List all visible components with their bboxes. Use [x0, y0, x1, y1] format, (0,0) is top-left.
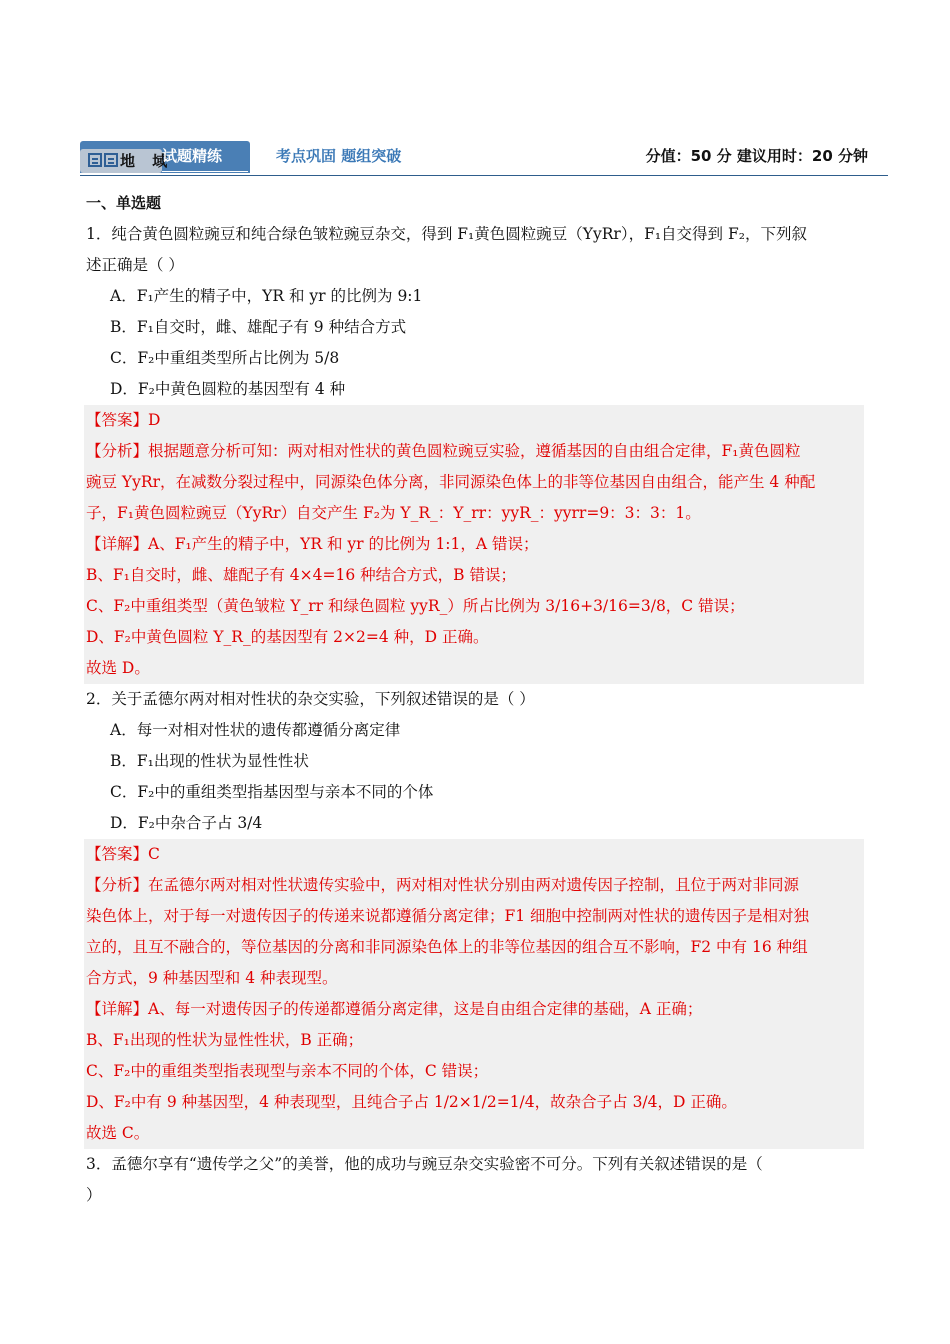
answer-line: 【答案】C: [86, 845, 160, 863]
badge-title: 试题精练: [162, 147, 223, 165]
option-b: B．F₁出现的性状为显性性状: [110, 752, 309, 770]
detail-line: 【详解】A、每一对遗传因子的传递都遵循分离定律，这是自由组合定律的基础，A 正确；: [86, 1000, 703, 1018]
question-stem: ）: [86, 1186, 102, 1204]
analysis-line: 子，F₁黄色圆粒豌豆（YyRr）自交产生 F₂为 Y_R_：Y_rr：yyR_：yyrr=9：3：3：1。: [86, 504, 701, 522]
answer-block: [84, 405, 864, 684]
analysis-line: 合方式，9 种基因型和 4 种表现型。: [86, 969, 338, 987]
detail-line: B、F₁自交时，雌、雄配子有 4×4=16 种结合方式，B 错误；: [86, 566, 516, 584]
header-rule: [80, 175, 888, 176]
option-a: A．F₁产生的精子中，YR 和 yr 的比例为 9:1: [110, 287, 423, 305]
option-d: D．F₂中黄色圆粒的基因型有 4 种: [110, 380, 346, 398]
detail-line: B、F₁出现的性状为显性性状，B 正确；: [86, 1031, 364, 1049]
list-icon: [88, 153, 102, 167]
option-b: B．F₁自交时，雌、雄配子有 9 种结合方式: [110, 318, 407, 336]
analysis-line: 染色体上，对于每一对遗传因子的传递来说都遵循分离定律；F1 细胞中控制两对性状的遗传因子是相对独: [86, 907, 810, 925]
option-a: A．每一对相对性状的遗传都遵循分离定律: [110, 721, 401, 739]
header-subtitle: 考点巩固 题组突破: [276, 147, 402, 165]
detail-line: D、F₂中有 9 种基因型，4 种表现型，且纯合子占 1/2×1/2=1/4，故杂合子占 3/4，D 正确。: [86, 1093, 737, 1111]
question-3: [86, 1149, 866, 1211]
detail-line: 【详解】A、F₁产生的精子中，YR 和 yr 的比例为 1:1，A 错误；: [86, 535, 539, 553]
detail-line: 故选 C。: [86, 1124, 150, 1142]
option-c: C．F₂中重组类型所占比例为 5/8: [110, 349, 340, 367]
document-body: [86, 188, 866, 1211]
question-stem: 述正确是（ ）: [86, 256, 184, 274]
badge-left-label: 地 域: [120, 152, 174, 170]
badge-underline: [162, 171, 248, 172]
list-icon: [104, 153, 118, 167]
option-c: C．F₂中的重组类型指基因型与亲本不同的个体: [110, 783, 434, 801]
answer-line: 【答案】D: [86, 411, 161, 429]
detail-line: 故选 D。: [86, 659, 150, 677]
section-title: 一、单选题: [86, 194, 162, 212]
analysis-line: 豌豆 YyRr，在减数分裂过程中，同源染色体分离，非同源染色体上的非等位基因自由组合，能产生 4 种配: [86, 473, 816, 491]
question-2: [86, 684, 866, 1149]
analysis-line: 【分析】根据题意分析可知：两对相对性状的黄色圆粒豌豆实验，遵循基因的自由组合定律，F₁黄色圆粒: [86, 442, 801, 460]
question-stem: 1．纯合黄色圆粒豌豆和纯合绿色皱粒豌豆杂交，得到 F₁黄色圆粒豌豆（YyRr），F₁自交得到 F₂，下列叙: [86, 225, 807, 243]
detail-line: C、F₂中的重组类型指表现型与亲本不同的个体，C 错误；: [86, 1062, 489, 1080]
answer-block: [84, 839, 864, 1149]
analysis-line: 【分析】在孟德尔两对相对性状遗传实验中，两对相对性状分别由两对遗传因子控制，且位于两对非同源: [86, 876, 800, 894]
section-badge: [80, 141, 250, 173]
page-header: [80, 140, 888, 176]
score-info: 分值：50 分 建议用时：20 分钟: [645, 147, 868, 165]
question-1: [86, 219, 866, 684]
option-d: D．F₂中杂合子占 3/4: [110, 814, 263, 832]
detail-line: C、F₂中重组类型（黄色皱粒 Y_rr 和绿色圆粒 yyR_）所占比例为 3/16+3/16=3/8，C 错误；: [86, 597, 745, 615]
question-stem: 2．关于孟德尔两对相对性状的杂交实验，下列叙述错误的是（ ）: [86, 690, 535, 708]
detail-line: D、F₂中黄色圆粒 Y_R_的基因型有 2×2=4 种，D 正确。: [86, 628, 489, 646]
analysis-line: 立的，且互不融合的，等位基因的分离和非同源染色体上的非等位基因的组合互不影响，F2 中有 16 种组: [86, 938, 808, 956]
question-stem: 3．孟德尔享有“遗传学之父”的美誉，他的成功与豌豆杂交实验密不可分。下列有关叙述错误的是（: [86, 1155, 763, 1173]
